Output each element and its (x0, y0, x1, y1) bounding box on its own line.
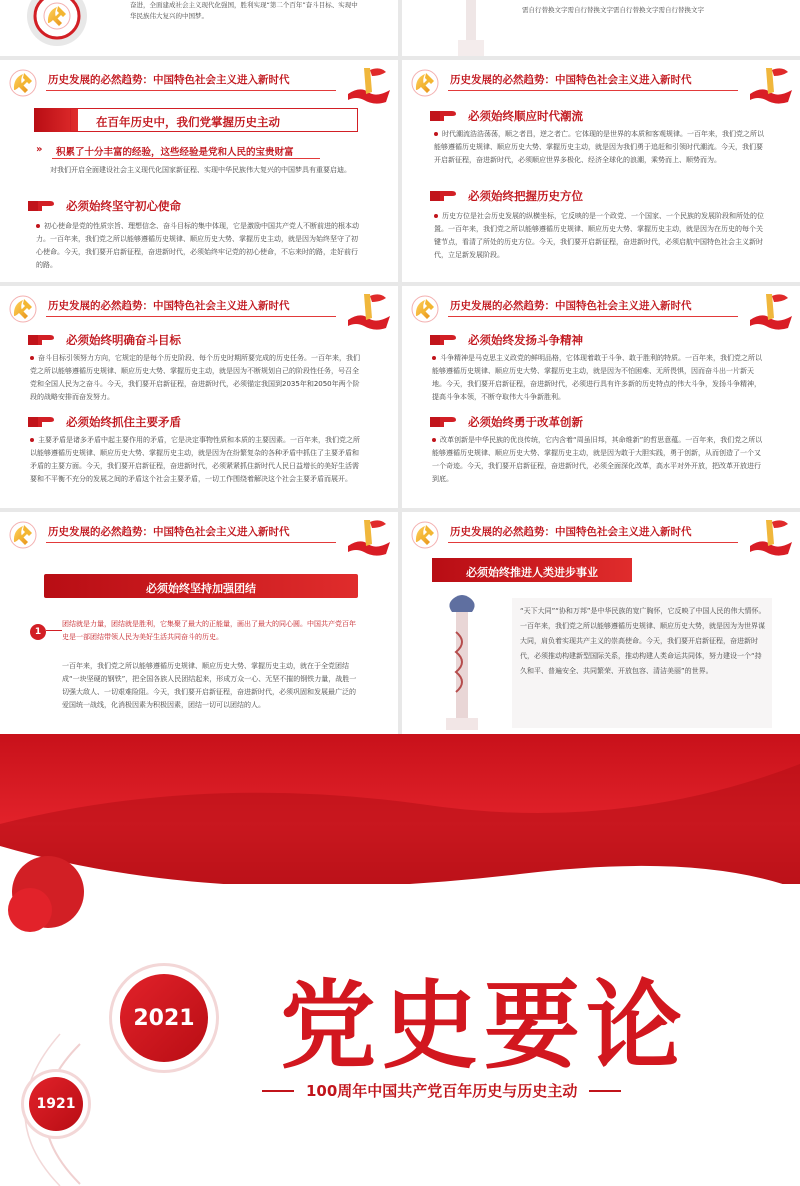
subtitle-text: 100周年中国共产党百年历史与历史主动 (306, 1082, 578, 1100)
subheading-underline (52, 158, 320, 159)
banner-title: 必须始终推进人类进步事业 (466, 566, 598, 579)
header-title: 历史发展的必然趋势：中国特色社会主义进入新时代 (450, 300, 692, 312)
cover-subtitle (262, 1080, 702, 1101)
header-title: 历史发展的必然趋势：中国特色社会主义进入新时代 (48, 300, 290, 312)
pointing-hand-icon (430, 415, 458, 429)
header-title: 历史发展的必然趋势：中国特色社会主义进入新时代 (450, 526, 692, 538)
header-line (448, 90, 738, 91)
top-left-text-line2: 华民族伟大复兴的中国梦。 (130, 12, 208, 20)
header-line (448, 542, 738, 543)
top-slide-right (402, 0, 800, 56)
top-right-text: 需自行替换文字需自行替换文字需自行替换文字需自行替换文字 (522, 6, 704, 14)
torch-flag-icon (346, 290, 392, 330)
torch-flag-icon (346, 64, 392, 104)
year-ring (112, 966, 216, 1070)
pointing-hand-icon (28, 199, 56, 213)
body-text: 一百年来，我们党之所以能够遵循历史规律、顺应历史大势、掌握历史主动，就在于全党团结成“一块坚硬的钢铁”，把全国各族人民团结起来，形成万众一心、无坚不摧的钢铁力量，战胜一切强大敌人、一切艰难险阻。今天，我们要开启新征程，奋进新时代，必须巩固和发展最广泛的爱国统一战线，化消极因素为积极因素，团结一切可以团结的人。 (62, 662, 357, 709)
body-text-2: 主要矛盾是诸多矛盾中起主要作用的矛盾，它是决定事物性质和本质的主要因素。一百年来，我们党之所以能够遵循历史规律、顺应历史大势、掌握历史主动，就是因为在纷繁复杂的各种矛盾中抓住了主要矛盾和矛盾的主要方面。今天，我们要开启新征程，奋进新时代，必须紧紧抓住新时代人民日益增长的美好生活需要和不平衡不充分的发展之间的矛盾这个社会主要矛盾，一切工作围绕着解决这个社会主要矛盾而展开。 (30, 436, 360, 483)
party-emblem-icon (410, 520, 440, 550)
section-title-2: 必须始终把握历史方位 (468, 189, 583, 203)
section-title-2: 必须始终勇于改革创新 (468, 415, 583, 429)
intro-text: 对我们开启全面建设社会主义现代化国家新征程、实现中华民族伟大复兴的中国梦具有重要启迪。 (50, 166, 351, 174)
section-heading-1 (430, 332, 583, 348)
monument-icon (452, 0, 492, 56)
section-heading (28, 198, 181, 214)
subheading: 积累了十分丰富的经验，这些经验是党和人民的宝贵财富 (56, 147, 294, 158)
body-text: 初心使命是党的性质宗旨、理想信念、奋斗目标的集中体现，它是激励中国共产党人不断前进的根本动力。一百年来，我们党之所以能够遵循历史规律、顺应历史大势、掌握历史主动，就是因为始终坚守了初心使命。今天，我们要开启新征程，奋进新时代，必须始终牢记党的初心使命，不忘来时的路，走好前行的路。 (36, 222, 359, 269)
header-line (46, 90, 336, 91)
section-title-1: 必须始终顺应时代潮流 (468, 109, 583, 123)
slide-header (0, 60, 398, 100)
party-emblem-circle-icon (22, 0, 92, 56)
slide-header (0, 512, 398, 552)
huabiao-pillar-icon (432, 592, 492, 732)
slide-5 (0, 512, 398, 734)
slide-2 (402, 60, 800, 282)
number-badge: 1 (30, 624, 46, 640)
slide-6 (402, 512, 800, 734)
body-text-2: 历史方位是社会历史发展的纵横坐标，它反映的是一个政党、一个国家、一个民族的发展阶段和所处的位置。一百年来，我们党之所以能够遵循历史规律、顺应历史大势、掌握历史主动，就是因为在历史的每个关键节点，看清了所处的历史方位。今天，我们要开启新征程，奋进新时代，必须启航中国特色社会主义新时代，立足新发展阶段。 (434, 212, 764, 259)
body-text-1: 奋斗目标引领努力方向，它规定的是每个历史阶段、每个历史时期所要完成的历史任务。一百年来，我们党之所以能够遵循历史规律、顺应历史大势、掌握历史主动，就是因为不断规划自己的阶段性任务，号召全党和全国人民为之奋斗。今天，我们要开启新征程，奋进新时代，必须锚定我国到2035年和2050年两个阶段的战略安排而奋发努力。 (30, 354, 360, 401)
section-heading-1 (430, 108, 583, 124)
torch-flag-icon (748, 290, 794, 330)
section-title: 必须始终坚守初心使命 (66, 199, 181, 213)
section-title-1: 必须始终发扬斗争精神 (468, 333, 583, 347)
pointing-hand-icon (28, 333, 56, 347)
party-emblem-icon (410, 294, 440, 324)
body-text-1: 斗争精神是马克思主义政党的鲜明品格，它体现着敢于斗争、敢于胜利的特质。一百年来，我们党之所以能够遵循历史规律、顺应历史大势、掌握历史主动，就是因为不怕困难、无所畏惧，因而奋斗出一片新天地。今天，我们要开启新征程，奋进新时代，必须进行具有许多新的历史特点的伟大斗争，发扬斗争精神，提高斗争本领，不断夺取伟大斗争新胜利。 (432, 354, 762, 401)
banner-title: 必须始终坚持加强团结 (146, 582, 256, 595)
torch-flag-icon (346, 516, 392, 556)
body-text-1: 时代潮流浩浩荡荡，顺之者昌，逆之者亡。它体现的是世界的本质和客观规律。一百年来，我们党之所以能够遵循历史规律、顺应历史大势、掌握历史主动，就是因为我们勇于追赶和引领时代潮流。今天，我们要开启新征程，奋进新时代，必须顺应世界多极化、经济全球化的浪潮，乘势而上、顺势而为。 (434, 130, 764, 164)
header-line (46, 316, 336, 317)
header-line (448, 316, 738, 317)
subtitle-line-left (262, 1090, 294, 1092)
pointing-hand-icon (28, 415, 56, 429)
subtitle-line-right (589, 1090, 621, 1092)
header-title: 历史发展的必然趋势：中国特色社会主义进入新时代 (48, 74, 290, 86)
torch-flag-icon (748, 64, 794, 104)
top-left-text-line1: 奋进，全面建成社会主义现代化强国，胜利实现“第二个百年”奋斗目标、实现中 (130, 1, 358, 9)
body-text: “天下大同”“协和万邦”是中华民族的宽广胸怀，它反映了中国人民的伟大情怀。一百年来，我们党之所以能够遵循历史规律、顺应历史大势，就是因为为世界谋大同，肩负着实现共产主义的崇高使命。今天，我们要开启新征程，奋进新时代，必须推动构建新型国际关系，推动构建人类命运共同体，努力建设一个“持久和平、普遍安全、共同繁荣、开放包容、清洁美丽”的世界。 (520, 607, 766, 675)
slide-header (402, 60, 800, 100)
banner-title: 在百年历史中，我们党掌握历史主动 (96, 115, 280, 129)
slide-header (0, 286, 398, 326)
party-emblem-icon (8, 520, 38, 550)
pointing-hand-icon (430, 333, 458, 347)
year-1921-badge: 1921 (29, 1077, 83, 1131)
party-emblem-icon (8, 68, 38, 98)
pointing-hand-icon (430, 189, 458, 203)
pointing-hand-icon (430, 109, 458, 123)
section-heading-1 (28, 332, 181, 348)
cover-title: 党史要论 (280, 969, 688, 1082)
slide-3 (0, 286, 398, 508)
section-heading-2 (28, 414, 181, 430)
party-emblem-icon (410, 68, 440, 98)
slide-4 (402, 286, 800, 508)
cover-slide (0, 734, 800, 1186)
header-title: 历史发展的必然趋势：中国特色社会主义进入新时代 (48, 526, 290, 538)
chevron-icon: » (36, 144, 43, 155)
section-title-2: 必须始终抓住主要矛盾 (66, 415, 181, 429)
year-ring-small (24, 1072, 88, 1136)
section-heading-2 (430, 414, 583, 430)
section-title-1: 必须始终明确奋斗目标 (66, 333, 181, 347)
slide-header (402, 512, 800, 552)
top-left-text (130, 0, 380, 22)
slide-header (402, 286, 800, 326)
torch-flag-icon (748, 516, 794, 556)
year-2021-badge: 2021 (120, 974, 208, 1062)
body-text-2: 改革创新是中华民族的优良传统，它内含着“周虽旧邦，其命维新”的哲思意蕴。一百年来，我们党之所以能够遵循历史规律、顺应历史大势、掌握历史主动，就是因为敢于大胆实践，勇于创新，从而创造了一个又一个奇迹。今天，我们要开启新征程，奋进新时代，必须全面深化改革，高水平对外开放，把改革开放进行到底。 (432, 436, 763, 483)
top-slide-left (0, 0, 398, 56)
header-title: 历史发展的必然趋势：中国特色社会主义进入新时代 (450, 74, 692, 86)
slide-1 (0, 60, 398, 282)
section-heading-2 (430, 188, 583, 204)
badge-connector (46, 630, 62, 631)
header-line (46, 542, 336, 543)
party-emblem-icon (8, 294, 38, 324)
highlight-text: 团结就是力量，团结就是胜利，它集聚了最大的正能量，画出了最大的同心圆。中国共产党百年史是一部团结带领人民为美好生活共同奋斗的历史。 (62, 620, 356, 641)
